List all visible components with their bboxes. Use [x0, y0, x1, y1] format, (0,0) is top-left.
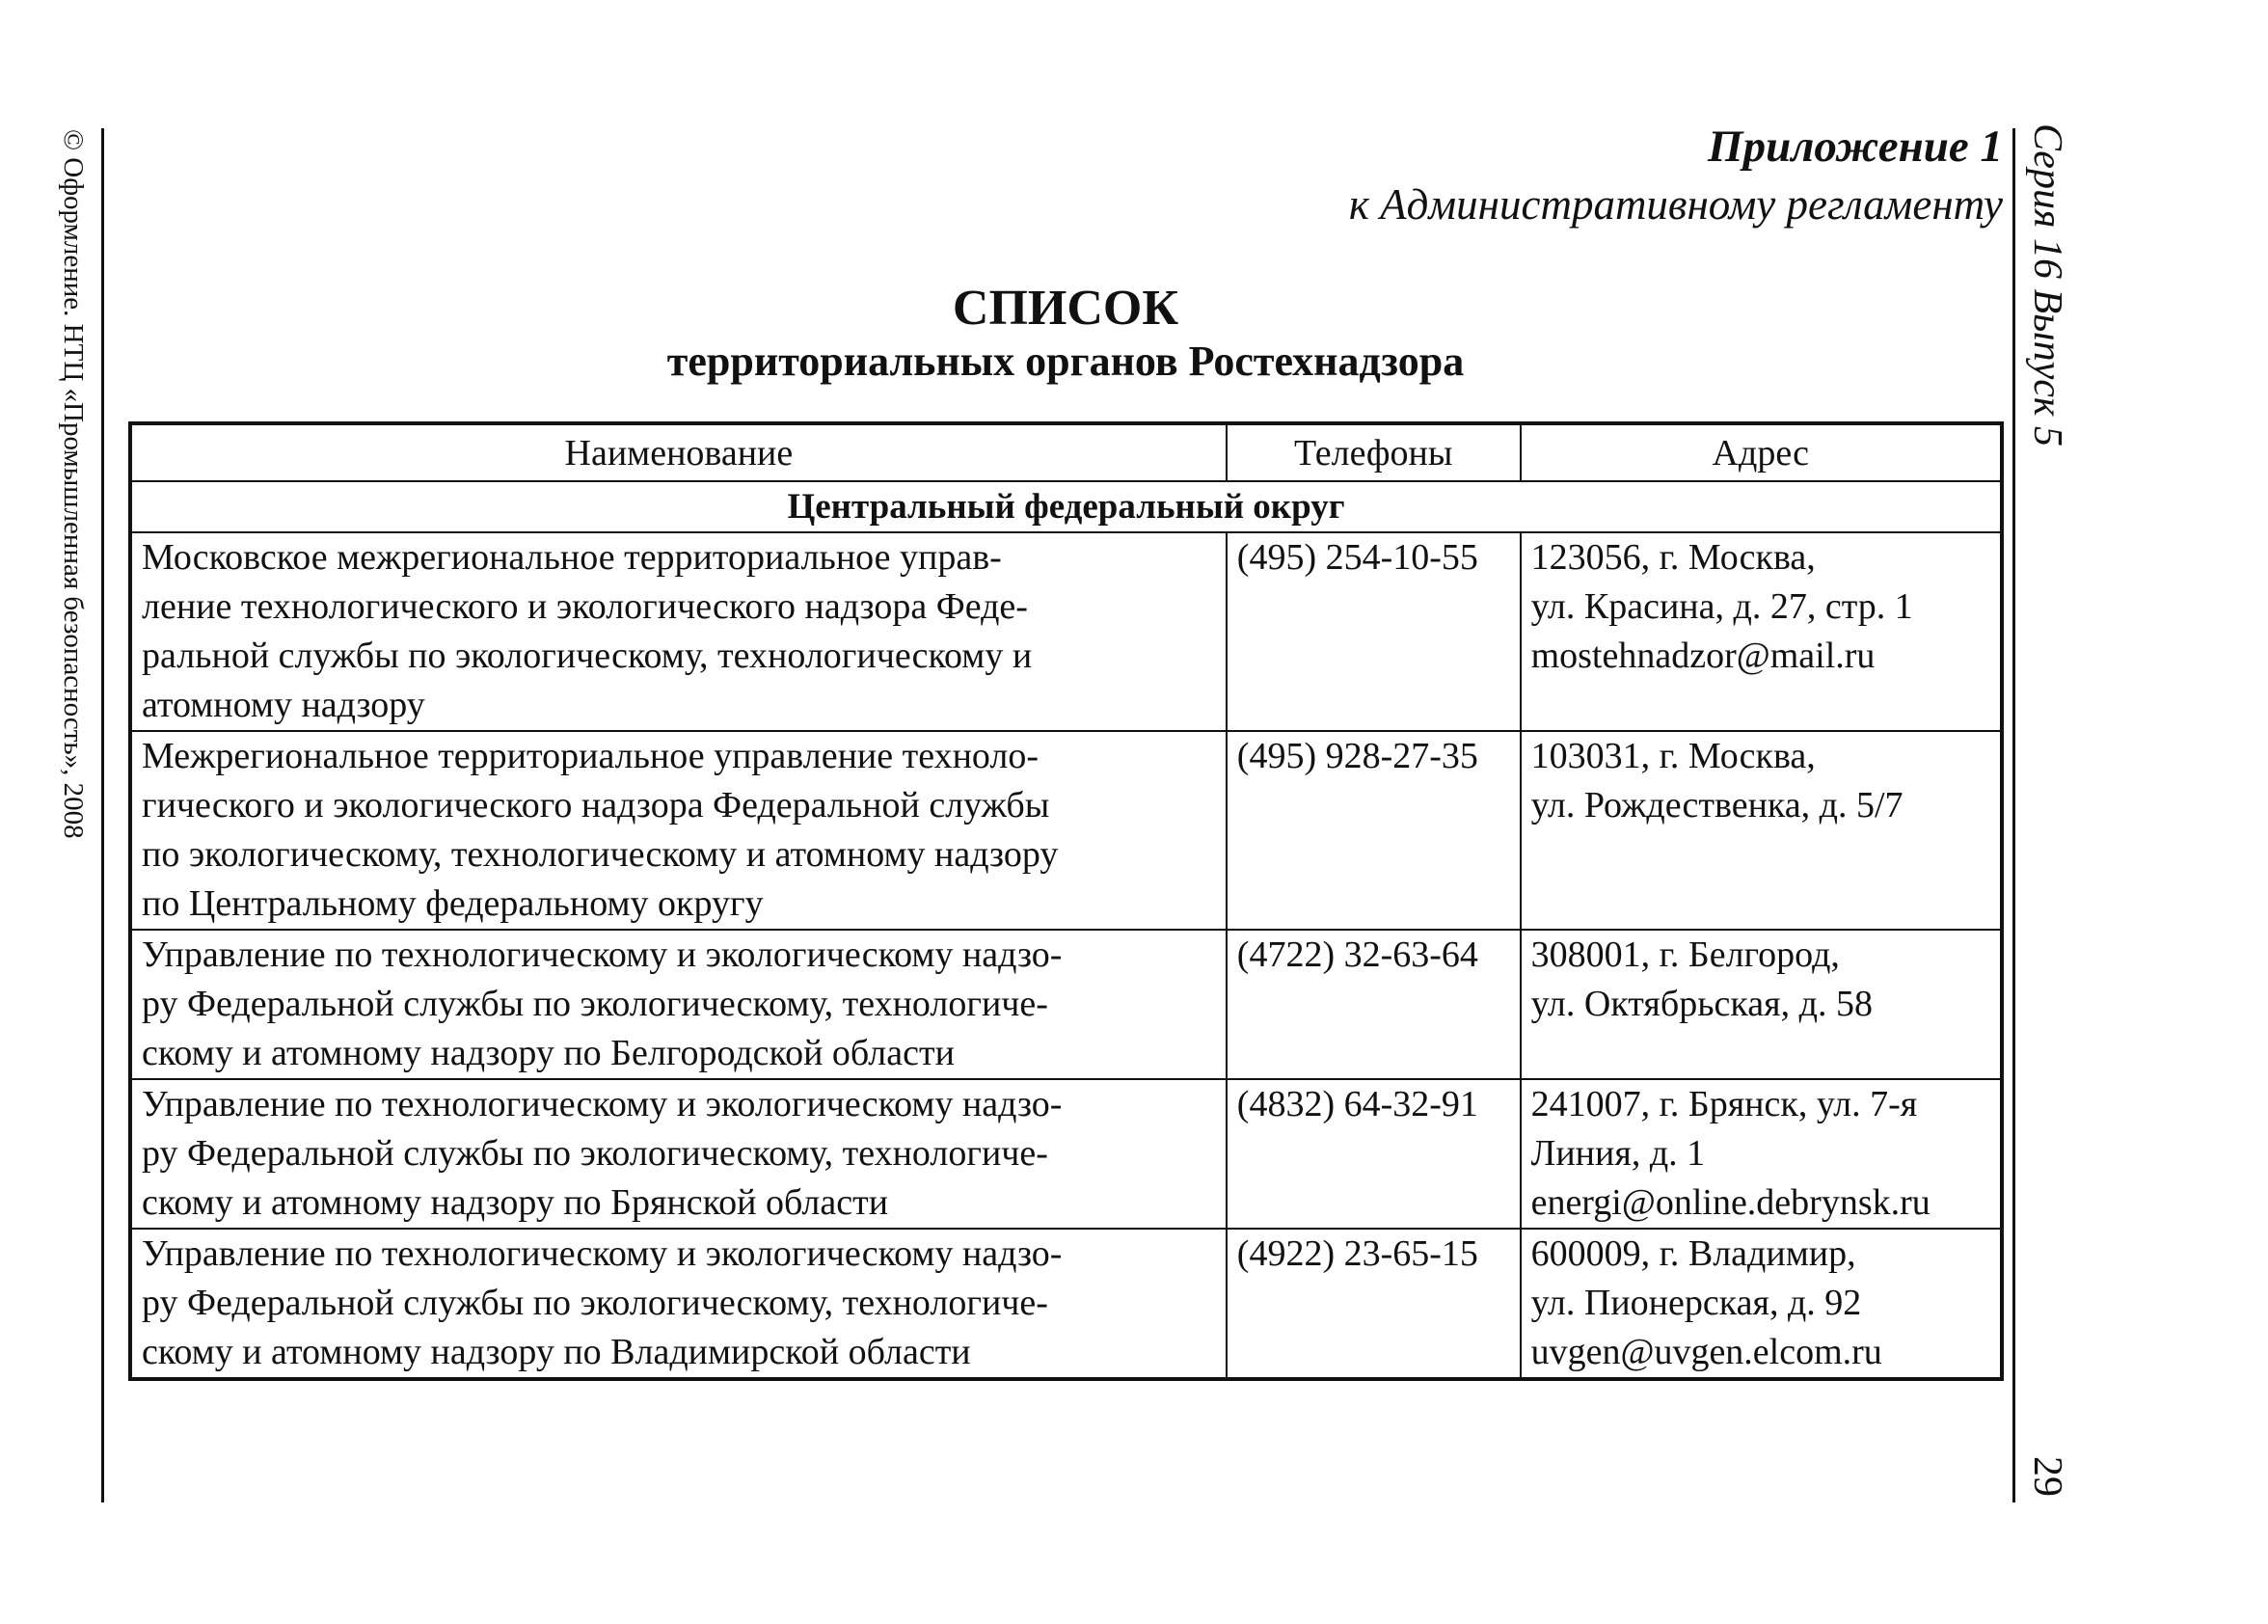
table-row — [130, 1079, 2002, 1229]
region-label: Центральный федеральный округ — [130, 481, 2002, 532]
page-number: 29 — [2025, 1456, 2069, 1497]
address-line: mostehnadzor@mail.ru — [1530, 636, 1876, 676]
row-phone-cell: (4832) 64-32-91 — [1227, 1079, 1521, 1229]
address-line: ул. Рождественка, д. 5/7 — [1530, 785, 1904, 826]
row-address-cell — [1521, 930, 2002, 1079]
page-subtitle: территориальных органов Ростехнадзора — [666, 338, 1465, 385]
address-line: 123056, г. Москва, — [1530, 537, 1816, 578]
name-line: Управление по технологическому и экологическому надзо- — [142, 934, 1063, 975]
column-header-phones: Телефоны — [1227, 423, 1521, 481]
left-margin-rule — [101, 128, 104, 1502]
address-line: ул. Красина, д. 27, стр. 1 — [1530, 586, 1913, 627]
table-row — [130, 532, 2002, 731]
column-header-name: Наименование — [130, 423, 1227, 481]
name-line: гического и экологического надзора Федеральной службы — [142, 785, 1050, 826]
name-line: скому и атомному надзору по Владимирской области — [142, 1332, 971, 1372]
address-line: 308001, г. Белгород, — [1530, 934, 1840, 975]
address-line: Линия, д. 1 — [1530, 1133, 1706, 1174]
name-line: атомному надзору — [142, 685, 425, 725]
row-name-cell — [130, 731, 1227, 930]
region-row — [130, 481, 2002, 532]
appendix-subtitle: к Административному регламенту — [1348, 180, 2003, 229]
address-line: ул. Октябрьская, д. 58 — [1530, 984, 1873, 1024]
table-header-row — [130, 423, 2002, 481]
address-line: energi@online.debrynsk.ru — [1530, 1182, 1930, 1223]
series-side-note: Серия 16 Выпуск 5 — [2025, 123, 2069, 447]
row-name-cell — [130, 1229, 1227, 1379]
row-address-cell — [1521, 1079, 2002, 1229]
row-address-cell — [1521, 532, 2002, 731]
name-line: по экологическому, технологическому и атомному надзору — [142, 834, 1059, 875]
name-line: Межрегиональное территориальное управление техноло- — [142, 736, 1040, 776]
address-line: uvgen@uvgen.elcom.ru — [1530, 1332, 1882, 1372]
name-line: ру Федеральной службы по экологическому, технологиче- — [142, 1283, 1048, 1323]
name-line: Управление по технологическому и экологическому надзо- — [142, 1233, 1063, 1274]
appendix-label — [1349, 118, 2003, 233]
table-row — [130, 731, 2002, 930]
name-line: ру Федеральной службы по экологическому, технологиче- — [142, 1133, 1048, 1174]
table-row — [130, 1229, 2002, 1379]
appendix-title: Приложение 1 — [1708, 122, 2003, 172]
page-title: СПИСОК — [952, 281, 1179, 336]
name-line: ление технологического и экологического надзора Феде- — [142, 586, 1028, 627]
address-line: 103031, г. Москва, — [1530, 736, 1816, 776]
name-line: Управление по технологическому и экологическому надзо- — [142, 1084, 1063, 1124]
territorial-bodies-table — [128, 421, 2004, 1381]
row-phone-cell: (495) 928-27-35 — [1227, 731, 1521, 930]
row-name-cell — [130, 930, 1227, 1079]
name-line: скому и атомному надзору по Брянской области — [142, 1182, 889, 1223]
right-margin-rule — [2012, 128, 2015, 1502]
name-line: Московское межрегиональное территориальное управ- — [142, 537, 1002, 578]
name-line: скому и атомному надзору по Белгородской области — [142, 1033, 955, 1073]
copyright-side-note: © Оформление. НТЦ «Промышленная безопасность», 2008 — [58, 129, 89, 839]
address-line: ул. Пионерская, д. 92 — [1530, 1283, 1862, 1323]
name-line: ру Федеральной службы по экологическому, технологиче- — [142, 984, 1048, 1024]
address-line: 600009, г. Владимир, — [1530, 1233, 1856, 1274]
table-row — [130, 930, 2002, 1079]
name-line: по Центральному федеральному округу — [142, 883, 764, 924]
row-name-cell — [130, 1079, 1227, 1229]
row-name-cell — [130, 532, 1227, 731]
address-line: 241007, г. Брянск, ул. 7-я — [1530, 1084, 1918, 1124]
column-header-address: Адрес — [1521, 423, 2002, 481]
row-phone-cell: (4922) 23-65-15 — [1227, 1229, 1521, 1379]
name-line: ральной службы по экологическому, технологическому и — [142, 636, 1033, 676]
row-address-cell — [1521, 731, 2002, 930]
row-phone-cell: (4722) 32-63-64 — [1227, 930, 1521, 1079]
row-phone-cell: (495) 254-10-55 — [1227, 532, 1521, 731]
row-address-cell — [1521, 1229, 2002, 1379]
